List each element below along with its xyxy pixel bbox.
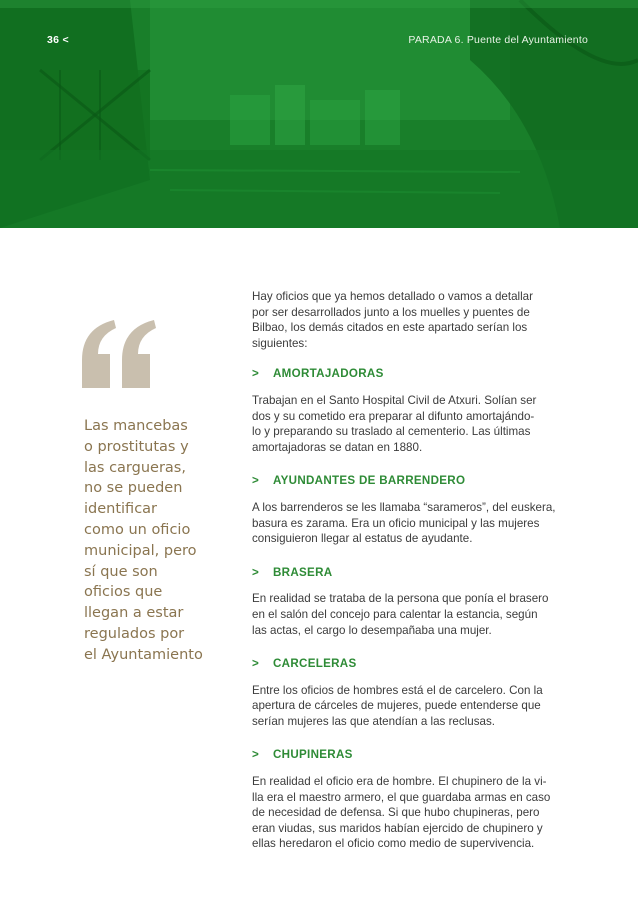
section-line: lo y preparando su traslado al cementerio. Las últimas — [252, 425, 531, 439]
section-line: serían mujeres las que atendían a las reclusas. — [252, 714, 495, 728]
section-line: Entre los oficios de hombres está el de carcelero. Con la — [252, 683, 543, 697]
section-line: basura es zarama. Era un oficio municipal y las mujeres — [252, 516, 540, 530]
header-photo-banner — [0, 0, 638, 228]
section-line: las actas, el cargo lo desempañaba una mujer. — [252, 623, 492, 637]
arrow-icon: > — [252, 367, 260, 381]
pull-quote-line: como un oficio — [84, 521, 191, 538]
arrow-icon: > — [252, 748, 260, 762]
section-heading-brasera — [252, 565, 594, 581]
pull-quote — [84, 416, 224, 666]
stop-title: PARADA 6. Puente del Ayuntamiento — [408, 34, 588, 46]
arrow-icon: > — [252, 565, 260, 579]
section-paragraph — [252, 683, 594, 730]
section-paragraph — [252, 393, 594, 455]
pull-quote-line: las cargueras, — [84, 459, 186, 476]
section-title: AYUNDANTES DE BARRENDERO — [273, 474, 466, 488]
section-line: ellas heredaron el oficio como medio de supervivencia. — [252, 837, 535, 851]
pull-quote-line: regulados por — [84, 625, 185, 642]
section-title: BRASERA — [273, 565, 333, 579]
pull-quote-line: no se pueden — [84, 480, 183, 497]
section-line: Trabajan en el Santo Hospital Civil de Atxuri. Solían ser — [252, 393, 537, 407]
pull-quote-line: o prostitutas y — [84, 438, 189, 455]
intro-line: Bilbao, los demás citados en este apartado serían los — [252, 321, 528, 335]
page-number: 36 < — [47, 34, 69, 46]
section-title: AMORTAJADORAS — [273, 367, 384, 381]
pull-quote-line: llegan a estar — [84, 605, 184, 622]
pull-quote-line: Las mancebas — [84, 418, 188, 434]
section-line: En realidad el oficio era de hombre. El chupinero de la vi- — [252, 775, 547, 789]
section-line: amortajadoras se datan en 1880. — [252, 440, 423, 454]
quote-open-icon — [80, 318, 160, 398]
section-paragraph — [252, 591, 594, 638]
pull-quote-line: sí que son — [84, 563, 158, 580]
section-line: lla era el maestro armero, el que guardaba armas en caso — [252, 790, 551, 804]
section-line: eran viudas, sus maridos habían ejercido de chupinero y — [252, 821, 543, 835]
section-line: En realidad se trataba de la persona que ponía el brasero — [252, 592, 549, 606]
intro-line: siguientes: — [252, 336, 308, 350]
pull-quote-line: oficios que — [84, 584, 163, 601]
section-heading-chupineras — [252, 747, 594, 763]
section-line: A los barrenderos se les llamaba “sarameros”, del euskera, — [252, 500, 556, 514]
main-text-column — [252, 289, 594, 852]
pull-quote-line: el Ayuntamiento — [84, 646, 203, 663]
section-line: consiguieron llegar al estatus de ayudante. — [252, 532, 473, 546]
section-paragraph — [252, 500, 594, 547]
section-line: apertura de cárceles de mujeres, puede entenderse que — [252, 699, 541, 713]
intro-line: por ser desarrollados junto a los muelles y puentes de — [252, 305, 530, 319]
section-heading-ayundantes — [252, 473, 594, 489]
intro-paragraph — [252, 289, 594, 351]
pull-quote-line: identificar — [84, 501, 158, 518]
section-line: dos y su cometido era preparar al difunto amortajándo- — [252, 409, 535, 423]
section-line: de necesidad de defensa. Si que hubo chupineras, pero — [252, 806, 540, 820]
section-heading-carceleras — [252, 656, 594, 672]
pull-quote-line: municipal, pero — [84, 542, 197, 559]
section-heading-amortajadoras — [252, 366, 594, 382]
arrow-icon: > — [252, 657, 260, 671]
intro-line: Hay oficios que ya hemos detallado o vamos a detallar — [252, 290, 533, 303]
arrow-icon: > — [252, 474, 260, 488]
section-title: CARCELERAS — [273, 657, 357, 671]
section-title: CHUPINERAS — [273, 748, 353, 762]
section-paragraph — [252, 774, 594, 852]
section-line: en el salón del concejo para calentar la estancia, según — [252, 607, 538, 621]
